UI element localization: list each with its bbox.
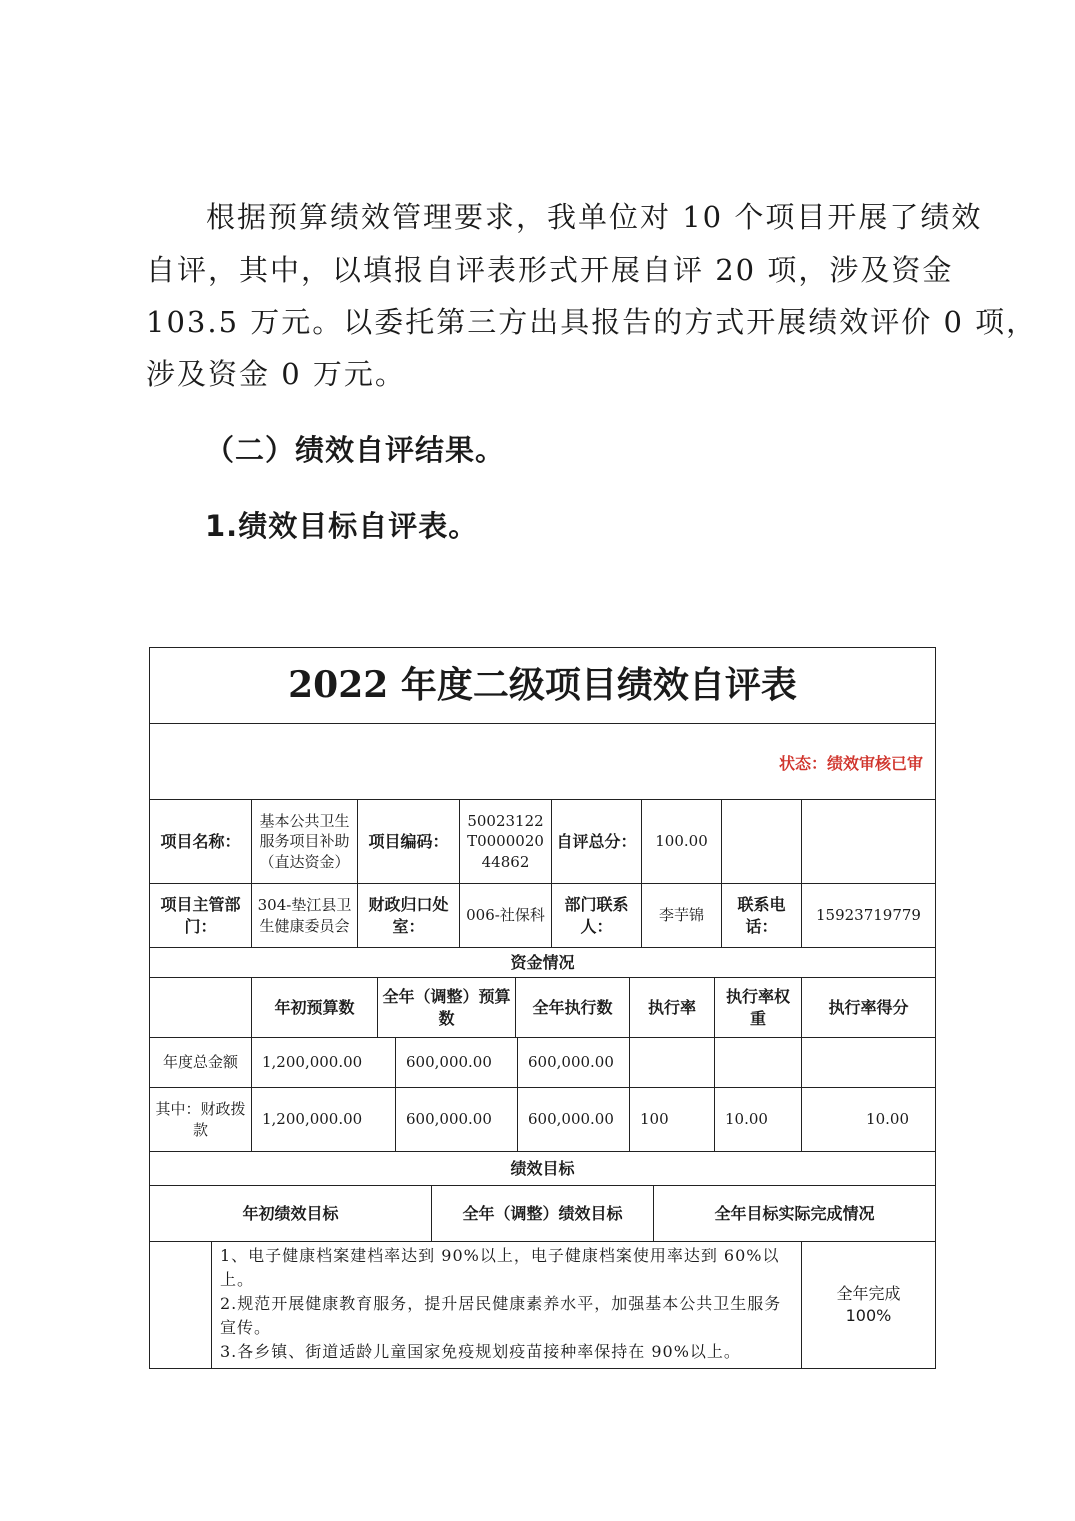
finance-office-value: 006-社保科 <box>460 884 552 948</box>
intro-line-1: 根据预算绩效管理要求，我单位对 10 个项目开展了绩效 <box>206 200 983 234</box>
dept-label: 项目主管部门： <box>150 884 252 948</box>
funds-row-executed: 600,000.00 <box>518 1038 630 1088</box>
self-evaluation-form <box>149 647 936 1369</box>
funds-row-rate <box>630 1038 715 1088</box>
funds-header-weight: 执行率权重 <box>715 978 802 1038</box>
funds-heading: 资金情况 <box>150 948 935 978</box>
contact-label: 部门联系人： <box>552 884 642 948</box>
finance-office-label: 财政归口处室： <box>358 884 460 948</box>
funds-header-rate: 执行率 <box>630 978 715 1038</box>
funds-header-initial: 年初预算数 <box>252 978 378 1038</box>
funds-row-rate: 100 <box>630 1088 715 1152</box>
funds-row-label: 其中：财政拨款 <box>150 1088 252 1152</box>
funds-row-adjusted: 600,000.00 <box>396 1088 518 1152</box>
contact-value: 李芋锦 <box>642 884 722 948</box>
empty-cell <box>150 978 252 1038</box>
status-badge: 状态：绩效审核已审 <box>150 724 935 800</box>
funds-row-executed: 600,000.00 <box>518 1088 630 1152</box>
targets-header-completion: 全年目标实际完成情况 <box>654 1186 935 1242</box>
intro-line-4: 涉及资金 0 万元。 <box>146 357 406 391</box>
empty-cell <box>150 1242 212 1368</box>
form-title: 2022 年度二级项目绩效自评表 <box>150 648 935 724</box>
funds-header-executed: 全年执行数 <box>516 978 630 1038</box>
phone-value: 15923719779 <box>802 884 935 948</box>
targets-header-adjusted: 全年（调整）绩效目标 <box>432 1186 654 1242</box>
intro-line-2: 自评，其中，以填报自评表形式开展自评 20 项，涉及资金 <box>146 253 954 287</box>
funds-header-score: 执行率得分 <box>802 978 935 1038</box>
funds-row-adjusted: 600,000.00 <box>396 1038 518 1088</box>
intro-line-3: 103.5 万元。以委托第三方出具报告的方式开展绩效评价 0 项， <box>146 305 1038 339</box>
project-name-value: 基本公共卫生服务项目补助（直达资金） <box>252 800 358 884</box>
self-score-label: 自评总分： <box>552 800 642 884</box>
funds-row-initial: 1,200,000.00 <box>252 1038 396 1088</box>
self-score-value: 100.00 <box>642 800 722 884</box>
target-item: 3.各乡镇、街道适龄儿童国家免疫规划疫苗接种率保持在 90%以上。 <box>220 1342 741 1361</box>
target-item: 1、电子健康档案建档率达到 90%以上，电子健康档案使用率达到 60%以上。 <box>220 1246 780 1289</box>
targets-header-initial: 年初绩效目标 <box>150 1186 432 1242</box>
completion-status: 全年完成 100% <box>836 1284 901 1325</box>
funds-row-score <box>802 1038 935 1088</box>
section-heading: （二）绩效自评结果。 <box>205 433 506 467</box>
targets-list <box>212 1242 802 1368</box>
project-code-value: 50023122T000002044862 <box>460 800 552 884</box>
phone-label: 联系电话： <box>722 884 802 948</box>
empty-cell <box>722 800 802 884</box>
funds-row-initial: 1,200,000.00 <box>252 1088 396 1152</box>
targets-heading: 绩效目标 <box>150 1152 935 1186</box>
funds-row-weight <box>715 1038 802 1088</box>
project-name-label: 项目名称： <box>150 800 252 884</box>
funds-row-label: 年度总金额 <box>150 1038 252 1088</box>
funds-row-weight: 10.00 <box>715 1088 802 1152</box>
funds-row-score: 10.00 <box>802 1088 935 1152</box>
target-item: 2.规范开展健康教育服务，提升居民健康素养水平，加强基本公共卫生服务宣传。 <box>220 1294 782 1337</box>
dept-value: 304-垫江县卫生健康委员会 <box>252 884 358 948</box>
funds-header-adjusted: 全年（调整）预算数 <box>378 978 516 1038</box>
empty-cell <box>802 800 935 884</box>
project-code-label: 项目编码： <box>358 800 460 884</box>
sub-heading: 1.绩效目标自评表。 <box>205 509 479 543</box>
